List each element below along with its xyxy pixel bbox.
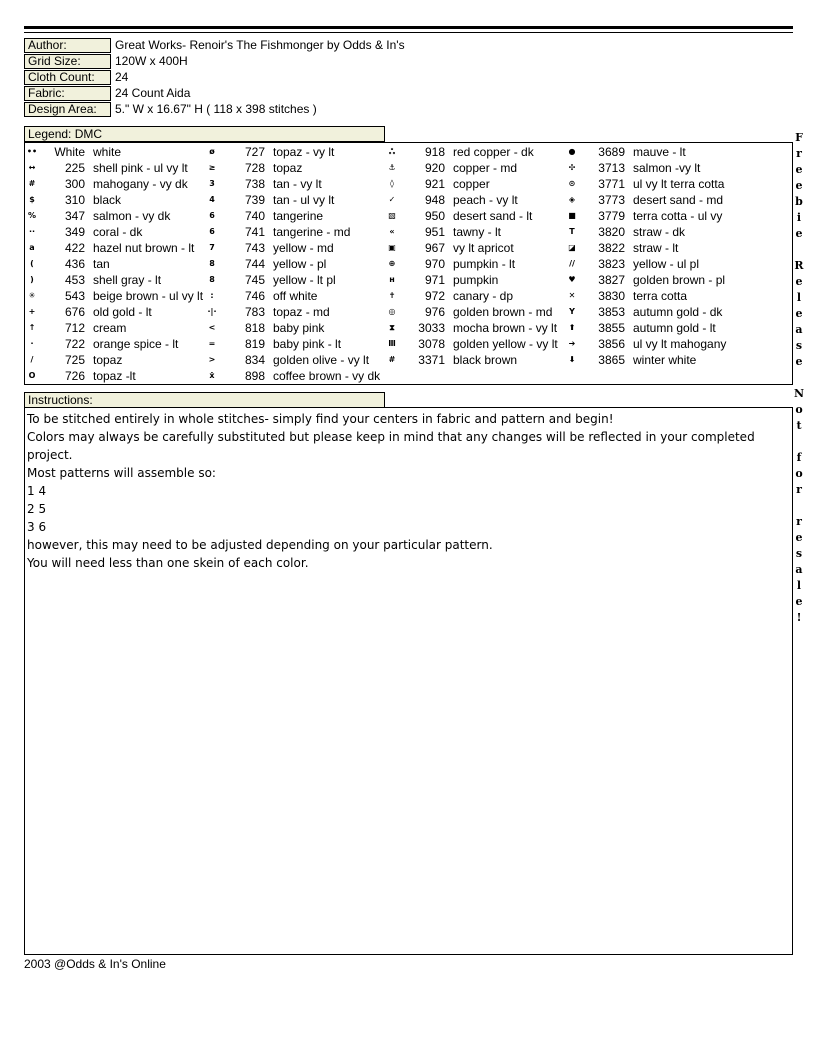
- legend-color-name: orange spice - lt: [93, 337, 179, 351]
- legend-floss-number: 819: [244, 337, 265, 351]
- legend-entry: [385, 352, 563, 368]
- instruction-line: Colors may always be carefully substituted but please keep in mind that any changes will be reflected in your completed: [27, 430, 755, 444]
- legend-entry: [205, 224, 383, 240]
- legend-entry: [205, 192, 383, 208]
- legend-symbol-icon: 7: [209, 243, 215, 252]
- legend-floss-number: 722: [64, 337, 85, 351]
- legend-color-name: canary - dp: [453, 289, 514, 303]
- legend-floss-number: 741: [244, 225, 265, 239]
- info-row-fabric: [24, 86, 784, 102]
- instructions-text: [25, 408, 792, 572]
- legend-symbol-icon: %: [27, 211, 36, 220]
- legend-color-name: topaz: [273, 161, 303, 175]
- legend-floss-number: 543: [64, 289, 85, 303]
- info-label: Cloth Count:: [24, 70, 111, 85]
- side-letter: e: [795, 531, 803, 544]
- legend-floss-number: 3033: [418, 321, 445, 335]
- legend-floss-number: 745: [244, 273, 265, 287]
- legend-entry: [25, 272, 203, 288]
- legend-title: Legend: DMC: [24, 126, 385, 142]
- legend-floss-number: 740: [244, 209, 265, 223]
- legend-entry: [385, 192, 563, 208]
- legend-symbol-icon: 8: [209, 275, 215, 284]
- legend-color-name: baby pink: [273, 321, 325, 335]
- side-letter: e: [795, 307, 803, 320]
- legend-entry: [25, 224, 203, 240]
- legend-floss-number: 970: [424, 257, 445, 271]
- legend-floss-number: 453: [64, 273, 85, 287]
- legend-entry: [565, 240, 743, 256]
- side-letter: t: [796, 419, 802, 432]
- legend-color-name: yellow - lt pl: [273, 273, 336, 287]
- legend-entry: [385, 224, 563, 240]
- legend-color-name: black: [93, 193, 122, 207]
- legend-symbol-icon: >: [208, 355, 216, 364]
- legend-entry: [25, 288, 203, 304]
- legend-floss-number: 3830: [598, 289, 625, 303]
- legend-symbol-icon: :: [210, 291, 214, 300]
- legend-color-name: straw - lt: [633, 241, 679, 255]
- legend-entry: [25, 240, 203, 256]
- legend-symbol-icon: 8: [209, 259, 215, 268]
- legend-entry: [205, 288, 383, 304]
- legend-floss-number: 898: [244, 369, 265, 383]
- legend-symbol-icon: ⧗: [389, 323, 395, 332]
- side-letter: l: [796, 579, 802, 592]
- legend-entry: [565, 320, 743, 336]
- side-letter: e: [795, 227, 803, 240]
- legend-color-name: golden yellow - vy lt: [453, 337, 558, 351]
- legend-entry: [385, 288, 563, 304]
- legend-floss-number: 972: [424, 289, 445, 303]
- legend-symbol-icon: a: [29, 243, 35, 252]
- legend-floss-number: 3823: [598, 257, 625, 271]
- legend-entry: [205, 256, 383, 272]
- legend-symbol-icon: ↔: [28, 163, 36, 172]
- legend-floss-number: 422: [64, 241, 85, 255]
- legend-color-name: salmon - vy dk: [93, 209, 171, 223]
- legend-color-name: tangerine - md: [273, 225, 351, 239]
- legend-floss-number: 746: [244, 289, 265, 303]
- legend-symbol-icon: Ⅲ: [388, 339, 396, 348]
- legend-floss-number: 783: [244, 305, 265, 319]
- legend-floss-number: 738: [244, 177, 265, 191]
- legend-symbol-icon: ••: [26, 147, 38, 156]
- legend-symbol-icon: ◈: [568, 195, 576, 204]
- legend-symbol-icon: T: [569, 227, 575, 236]
- info-row-grid-size: [24, 54, 784, 70]
- legend-color-name: old gold - lt: [93, 305, 152, 319]
- legend-color-name: white: [93, 145, 122, 159]
- side-letter: !: [796, 611, 802, 624]
- side-letter: e: [795, 179, 803, 192]
- side-letter: o: [795, 467, 803, 480]
- legend-entry: [25, 304, 203, 320]
- legend-entry: [385, 240, 563, 256]
- legend-color-name: baby pink - lt: [273, 337, 342, 351]
- legend-symbol-icon: «: [389, 227, 395, 236]
- legend-floss-number: 3855: [598, 321, 625, 335]
- side-letter: e: [795, 355, 803, 368]
- legend-color-name: desert sand - md: [633, 193, 724, 207]
- side-letter: [794, 370, 804, 386]
- legend-entry: [565, 160, 743, 176]
- legend-symbol-icon: 3: [209, 179, 215, 188]
- legend-floss-number: 347: [64, 209, 85, 223]
- legend-floss-number: White: [54, 145, 85, 159]
- instruction-line: 2 5: [27, 502, 47, 516]
- legend-floss-number: 920: [424, 161, 445, 175]
- legend-entry: [565, 256, 743, 272]
- legend-color-name: mahogany - vy dk: [93, 177, 188, 191]
- legend-entry: [385, 208, 563, 224]
- legend-color-name: desert sand - lt: [453, 209, 533, 223]
- legend-symbol-icon: ✓: [388, 195, 396, 204]
- legend-floss-number: 436: [64, 257, 85, 271]
- legend-floss-number: 3822: [598, 241, 625, 255]
- legend-box: [24, 142, 793, 385]
- legend-floss-number: 3773: [598, 193, 625, 207]
- legend-color-name: topaz -lt: [93, 369, 136, 383]
- side-letter: f: [796, 451, 802, 464]
- side-letter: F: [795, 131, 803, 144]
- legend-color-name: red copper - dk: [453, 145, 534, 159]
- legend-entry: [565, 352, 743, 368]
- instruction-line: To be stitched entirely in whole stitches- simply find your centers in fabric and pattern and begin!: [27, 412, 614, 426]
- legend-floss-number: 976: [424, 305, 445, 319]
- legend-color-name: autumn gold - lt: [633, 321, 716, 335]
- side-letter: l: [796, 291, 802, 304]
- legend-symbol-icon: н: [389, 275, 395, 284]
- side-letter: a: [795, 323, 803, 336]
- legend-symbol-icon: ··: [28, 227, 36, 236]
- instructions-box: [24, 407, 793, 955]
- legend-symbol-icon: $: [29, 195, 35, 204]
- info-value: 24 Count Aida: [115, 86, 191, 100]
- side-letter: o: [795, 403, 803, 416]
- legend-color-name: peach - vy lt: [453, 193, 518, 207]
- legend-symbol-icon: ↑: [28, 323, 36, 332]
- legend-symbol-icon: //: [569, 259, 575, 268]
- legend-symbol-icon: ⬆: [568, 323, 576, 332]
- legend-symbol-icon: ⊕: [388, 259, 396, 268]
- side-letter: r: [796, 483, 802, 496]
- legend-entry: [205, 176, 383, 192]
- legend-floss-number: 712: [64, 321, 85, 335]
- legend-floss-number: 225: [64, 161, 85, 175]
- legend-symbol-icon: 6: [209, 211, 215, 220]
- legend-color-name: terra cotta: [633, 289, 688, 303]
- legend-floss-number: 349: [64, 225, 85, 239]
- legend-symbol-icon: ■: [568, 211, 576, 220]
- instruction-line: however, this may need to be adjusted depending on your particular pattern.: [27, 538, 493, 552]
- side-letter: N: [794, 387, 805, 400]
- legend-entry: [25, 256, 203, 272]
- legend-entry: [205, 304, 383, 320]
- legend-symbol-icon: ◎: [388, 307, 396, 316]
- legend-symbol-icon: <: [208, 323, 216, 332]
- legend-color-name: pumpkin: [453, 273, 499, 287]
- legend-floss-number: 3713: [598, 161, 625, 175]
- legend-symbol-icon: Y: [569, 307, 575, 316]
- legend-color-name: straw - dk: [633, 225, 686, 239]
- legend-color-name: hazel nut brown - lt: [93, 241, 195, 255]
- legend-floss-number: 951: [424, 225, 445, 239]
- legend-color-name: shell pink - ul vy lt: [93, 161, 188, 175]
- legend-entry: [205, 320, 383, 336]
- legend-symbol-icon: ●: [568, 147, 576, 156]
- side-letter: [794, 434, 804, 450]
- info-label: Fabric:: [24, 86, 111, 101]
- legend-entry: [565, 336, 743, 352]
- legend-color-name: yellow - pl: [273, 257, 327, 271]
- legend-entry: [385, 144, 563, 160]
- top-rule: [24, 26, 793, 29]
- legend-symbol-icon: ➔: [568, 339, 576, 348]
- legend-color-name: tangerine: [273, 209, 324, 223]
- legend-floss-number: 300: [64, 177, 85, 191]
- legend-entry: [385, 336, 563, 352]
- legend-color-name: pumpkin - lt: [453, 257, 516, 271]
- legend-color-name: autumn gold - dk: [633, 305, 723, 319]
- legend-symbol-icon: ♥: [568, 275, 576, 284]
- info-label: Grid Size:: [24, 54, 111, 69]
- legend-floss-number: 3865: [598, 353, 625, 367]
- side-letter: e: [795, 275, 803, 288]
- legend-color-name: golden brown - md: [453, 305, 553, 319]
- side-letter: [794, 498, 804, 514]
- legend-entry: [25, 368, 203, 384]
- info-value: Great Works- Renoir's The Fishmonger by Odds & In's: [115, 38, 405, 52]
- legend-entry: [565, 288, 743, 304]
- legend-color-name: beige brown - ul vy lt: [93, 289, 204, 303]
- legend-entry: [565, 176, 743, 192]
- legend-color-name: tawny - lt: [453, 225, 502, 239]
- info-label: Author:: [24, 38, 111, 53]
- legend-symbol-icon: ✝: [388, 291, 396, 300]
- legend-symbol-icon: +: [28, 307, 36, 316]
- legend-floss-number: 744: [244, 257, 265, 271]
- legend-color-name: tan - vy lt: [273, 177, 322, 191]
- legend-color-name: coffee brown - vy dk: [273, 369, 381, 383]
- legend-entry: [565, 192, 743, 208]
- instruction-line: Most patterns will assemble so:: [27, 466, 216, 480]
- side-letter: a: [795, 563, 803, 576]
- side-letter: r: [796, 515, 802, 528]
- legend-entry: [25, 320, 203, 336]
- legend-floss-number: 3779: [598, 209, 625, 223]
- legend-entry: [565, 304, 743, 320]
- legend-color-name: topaz - vy lt: [273, 145, 335, 159]
- legend-color-name: salmon -vy lt: [633, 161, 701, 175]
- legend-symbol-icon: ): [30, 275, 34, 284]
- side-letter: i: [796, 211, 802, 224]
- legend-symbol-icon: ▣: [388, 243, 396, 252]
- legend-color-name: yellow - ul pl: [633, 257, 700, 271]
- legend-entry: [25, 208, 203, 224]
- legend-entry: [385, 320, 563, 336]
- footer-copyright: 2003 @Odds & In's Online: [24, 957, 166, 971]
- legend-floss-number: 3856: [598, 337, 625, 351]
- legend-symbol-icon: ▧: [388, 211, 396, 220]
- legend-floss-number: 3853: [598, 305, 625, 319]
- legend-color-name: coral - dk: [93, 225, 143, 239]
- legend-symbol-icon: ✳: [28, 291, 36, 300]
- legend-entry: [385, 160, 563, 176]
- legend-entry: [205, 272, 383, 288]
- legend-symbol-icon: 4: [209, 195, 215, 204]
- legend-entry: [385, 176, 563, 192]
- legend-symbol-icon: ẋ: [209, 371, 215, 380]
- legend-floss-number: 3820: [598, 225, 625, 239]
- legend-symbol-icon: ◪: [568, 243, 576, 252]
- legend-entry: [25, 176, 203, 192]
- legend-entry: [385, 304, 563, 320]
- legend-symbol-icon: ·|·: [207, 307, 217, 316]
- legend-symbol-icon: ⬇: [568, 355, 576, 364]
- legend-color-name: yellow - md: [273, 241, 334, 255]
- instruction-line: 1 4: [27, 484, 47, 498]
- legend-floss-number: 3827: [598, 273, 625, 287]
- legend-symbol-icon: =: [208, 339, 216, 348]
- instruction-line: 3 6: [27, 520, 47, 534]
- legend-symbol-icon: ø: [209, 147, 215, 156]
- legend-floss-number: 3371: [418, 353, 445, 367]
- instructions-title: Instructions:: [24, 392, 385, 408]
- side-letter: [794, 242, 804, 258]
- legend-color-name: golden olive - vy lt: [273, 353, 370, 367]
- legend-symbol-icon: /: [30, 355, 34, 364]
- legend-floss-number: 743: [244, 241, 265, 255]
- legend-symbol-icon: O: [28, 371, 36, 380]
- legend-entry: [25, 160, 203, 176]
- vertical-side-text: [794, 130, 804, 626]
- legend-color-name: topaz: [93, 353, 123, 367]
- legend-color-name: topaz - md: [273, 305, 330, 319]
- legend-entry: [25, 336, 203, 352]
- legend-color-name: mocha brown - vy lt: [453, 321, 558, 335]
- legend-floss-number: 3689: [598, 145, 625, 159]
- legend-entry: [205, 160, 383, 176]
- legend-symbol-icon: ✕: [568, 291, 576, 300]
- legend-floss-number: 918: [424, 145, 445, 159]
- legend-color-name: ul vy lt terra cotta: [633, 177, 725, 191]
- legend-entry: [25, 144, 203, 160]
- legend-floss-number: 834: [244, 353, 265, 367]
- side-letter: e: [795, 163, 803, 176]
- legend-color-name: cream: [93, 321, 127, 335]
- legend-entry: [25, 352, 203, 368]
- legend-symbol-icon: ·: [30, 339, 34, 348]
- legend-entry: [25, 192, 203, 208]
- info-value: 5." W x 16.67" H ( 118 x 398 stitches ): [115, 102, 317, 116]
- legend-floss-number: 676: [64, 305, 85, 319]
- legend-color-name: copper - md: [453, 161, 518, 175]
- legend-floss-number: 310: [64, 193, 85, 207]
- legend-symbol-icon: (: [30, 259, 34, 268]
- legend-entry: [205, 336, 383, 352]
- legend-entry: [205, 352, 383, 368]
- info-value: 24: [115, 70, 129, 84]
- legend-floss-number: 725: [64, 353, 85, 367]
- legend-entry: [205, 240, 383, 256]
- info-label: Design Area:: [24, 102, 111, 117]
- legend-entry: [385, 272, 563, 288]
- legend-color-name: copper: [453, 177, 490, 191]
- legend-entry: [205, 368, 383, 384]
- legend-floss-number: 3771: [598, 177, 625, 191]
- instruction-line: You will need less than one skein of each color.: [27, 556, 309, 570]
- instruction-line: project.: [27, 448, 73, 462]
- legend-entry: [565, 224, 743, 240]
- side-letter: s: [795, 547, 803, 560]
- legend-floss-number: 818: [244, 321, 265, 335]
- top-rule-thin: [24, 32, 793, 33]
- legend-color-name: ul vy lt mahogany: [633, 337, 727, 351]
- legend-symbol-icon: ≥: [208, 163, 216, 172]
- side-letter: r: [796, 147, 802, 160]
- legend-color-name: mauve - lt: [633, 145, 686, 159]
- legend-color-name: shell gray - lt: [93, 273, 162, 287]
- info-row-author: [24, 38, 784, 54]
- legend-symbol-icon: 6: [209, 227, 215, 236]
- legend-color-name: tan: [93, 257, 110, 271]
- legend-floss-number: 948: [424, 193, 445, 207]
- legend-floss-number: 739: [244, 193, 265, 207]
- legend-floss-number: 728: [244, 161, 265, 175]
- legend-entry: [205, 208, 383, 224]
- legend-floss-number: 727: [244, 145, 265, 159]
- legend-color-name: golden brown - pl: [633, 273, 726, 287]
- side-letter: e: [795, 595, 803, 608]
- side-letter: b: [795, 195, 803, 208]
- legend-symbol-icon: ஃ: [388, 147, 396, 156]
- side-letter: R: [794, 259, 804, 272]
- side-letter: s: [795, 339, 803, 352]
- legend-entry: [565, 208, 743, 224]
- legend-color-name: vy lt apricot: [453, 241, 514, 255]
- legend-symbol-icon: #: [28, 179, 36, 188]
- legend-color-name: terra cotta - ul vy: [633, 209, 723, 223]
- legend-entry: [565, 144, 743, 160]
- info-row-design-area: [24, 102, 784, 118]
- legend-symbol-icon: ⊙: [568, 179, 576, 188]
- legend-color-name: black brown: [453, 353, 518, 367]
- legend-color-name: tan - ul vy lt: [273, 193, 335, 207]
- legend-symbol-icon: ✣: [568, 163, 576, 172]
- legend-floss-number: 967: [424, 241, 445, 255]
- legend-color-name: winter white: [633, 353, 697, 367]
- info-row-cloth-count: [24, 70, 784, 86]
- legend-entry: [205, 144, 383, 160]
- legend-floss-number: 950: [424, 209, 445, 223]
- legend-color-name: off white: [273, 289, 318, 303]
- legend-floss-number: 971: [424, 273, 445, 287]
- legend-floss-number: 726: [64, 369, 85, 383]
- legend-entry: [385, 256, 563, 272]
- legend-symbol-icon: ◊: [390, 179, 394, 188]
- legend-symbol-icon: #: [388, 355, 396, 364]
- legend-floss-number: 921: [424, 177, 445, 191]
- legend-entry: [565, 272, 743, 288]
- info-value: 120W x 400H: [115, 54, 188, 68]
- legend-floss-number: 3078: [418, 337, 445, 351]
- legend-symbol-icon: ⚓: [388, 163, 396, 172]
